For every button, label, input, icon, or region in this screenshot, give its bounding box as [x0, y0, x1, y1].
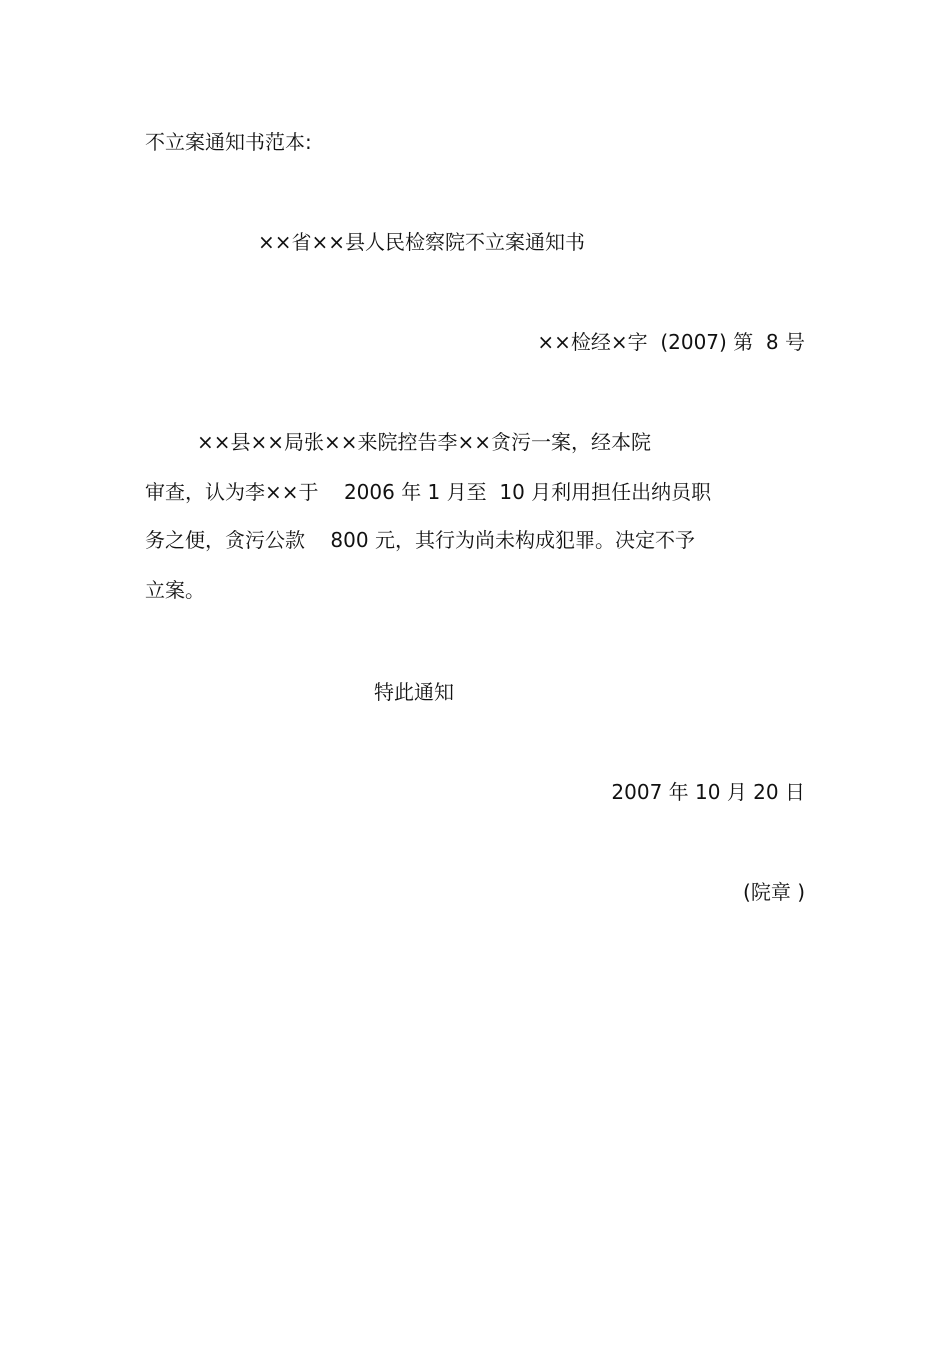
seal-placeholder: (院章 ): [743, 880, 805, 904]
issue-date: 2007 年 10 月 20 日: [611, 780, 805, 804]
notice-text: 特此通知: [374, 680, 454, 704]
document-number: ××检经×字 (2007) 第 8 号: [537, 330, 805, 354]
body-paragraph-line-1: ××县××局张××来院控告李××贪污一案，经本院: [197, 430, 652, 454]
body-paragraph-line-4: 立案。: [145, 578, 205, 602]
document-title: ××省××县人民检察院不立案通知书: [258, 230, 586, 254]
body-paragraph-line-3: 务之便，贪污公款 800 元，其行为尚未构成犯罪。决定不予: [145, 528, 695, 552]
body-paragraph-line-2: 审查，认为李××于 2006 年 1 月至 10 月利用担任出纳员职: [145, 480, 712, 504]
document-heading: 不立案通知书范本:: [145, 130, 312, 154]
